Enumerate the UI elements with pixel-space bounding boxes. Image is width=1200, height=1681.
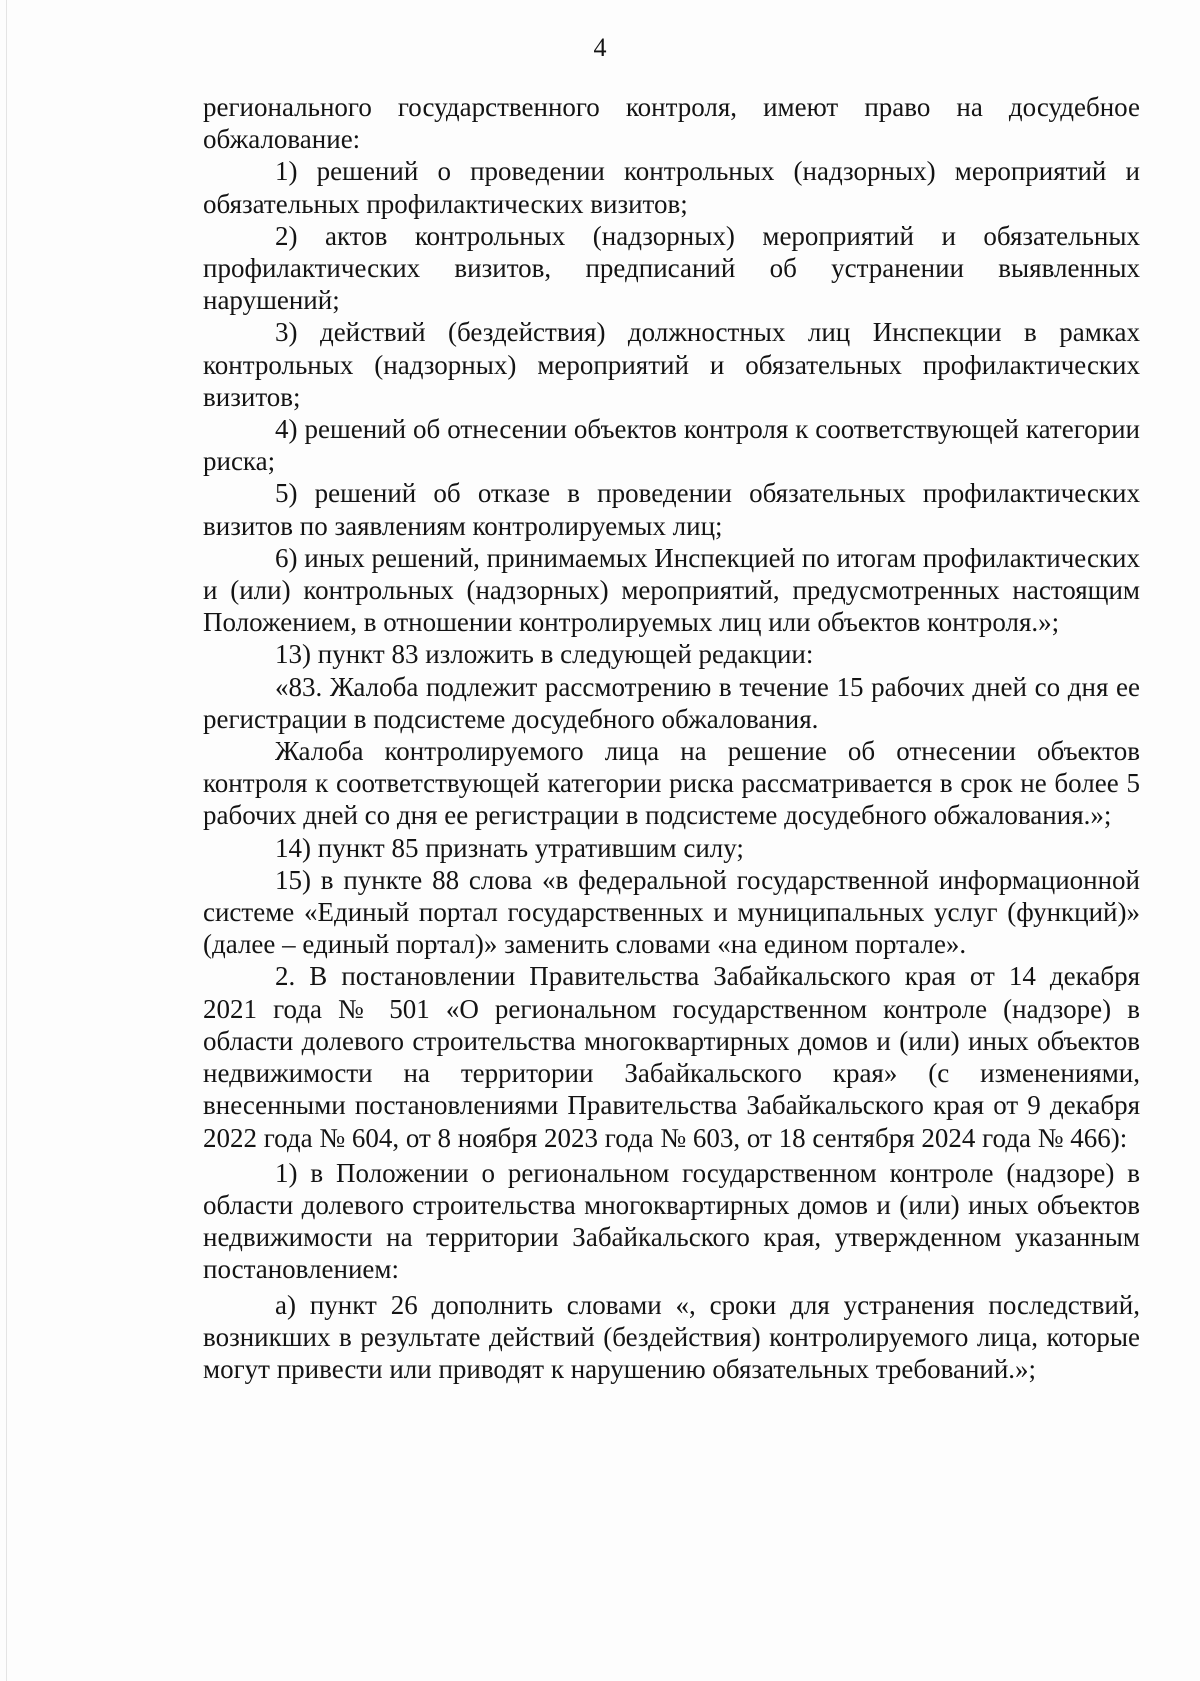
paragraph-item-3: 3) действий (бездействия) должностных лиц Инспекции в рамках контрольных (надзорных) мероприятий и обязательных профилактических визитов; [203,317,1140,412]
paragraph-section-2-item-1: 1) в Положении о региональном государственном контроле (надзоре) в области долевого строительства многоквартирных домов и (или) иных объектов недвижимости на территории Забайкальского края, утвержденном указанным постановлением: [203,1157,1140,1285]
page-edge-line [6,0,7,1681]
paragraph-section-2: 2. В постановлении Правительства Забайкальского края от 14 декабря 2021 года № 501 «О региональном государственном контроле (надзоре) в области долевого строительства многоквартирных домов и (или) иных объектов недвижимости на территории Забайкальского края» (с изменениями, внесенными постановлениями Правительства Забайкальского края от 9 декабря 2022 года № 604, от 8 ноября 2023 года № 603, от 18 сентября 2024 года № 466): [203,961,1140,1153]
paragraph-point-83-complaint: Жалоба контролируемого лица на решение об отнесении объектов контроля к соответствующей категории риска рассматривается в срок не более 5 рабочих дней со дня ее регистрации в подсистеме досудебного обжалования.»; [203,736,1140,831]
paragraph-item-14: 14) пункт 85 признать утратившим силу; [275,832,744,863]
paragraph-continuation: регионального государственного контроля, имеют право на досудебное обжалование: [203,92,1140,155]
paragraph-section-2-item-a: а) пункт 26 дополнить словами «, сроки для устранения последствий, возникших в результате действий (бездействия) контролируемого лица, которые могут привести или приводят к нарушению обязательных требований.»; [203,1289,1140,1384]
paragraph-item-2: 2) актов контрольных (надзорных) мероприятий и обязательных профилактических визитов, предписаний об устранении выявленных нарушений; [203,220,1140,316]
paragraph-item-1: 1) решений о проведении контрольных (надзорных) мероприятий и обязательных профилактических визитов; [203,156,1140,219]
paragraph-point-83: «83. Жалоба подлежит рассмотрению в течение 15 рабочих дней со дня ее регистрации в подсистеме досудебного обжалования. [203,671,1140,734]
paragraph-item-13: 13) пункт 83 изложить в следующей редакции: [275,639,814,670]
page-number: 4 [593,33,607,62]
paragraph-item-5: 5) решений об отказе в проведении обязательных профилактических визитов по заявлениям контролируемых лиц; [203,478,1140,541]
paragraph-item-6: 6) иных решений, принимаемых Инспекцией по итогам профилактических и (или) контрольных (надзорных) мероприятий, предусмотренных настоящим Положением, в отношении контролируемых лиц или объектов контроля.»; [203,542,1140,638]
paragraph-item-4: 4) решений об отнесении объектов контроля к соответствующей категории риска; [203,414,1140,477]
paragraph-item-15: 15) в пункте 88 слова «в федеральной государственной информационной системе «Единый портал государственных и муниципальных услуг (функций)» (далее – единый портал)» заменить словами «на едином портале». [203,864,1140,960]
document-body [203,91,1140,1385]
